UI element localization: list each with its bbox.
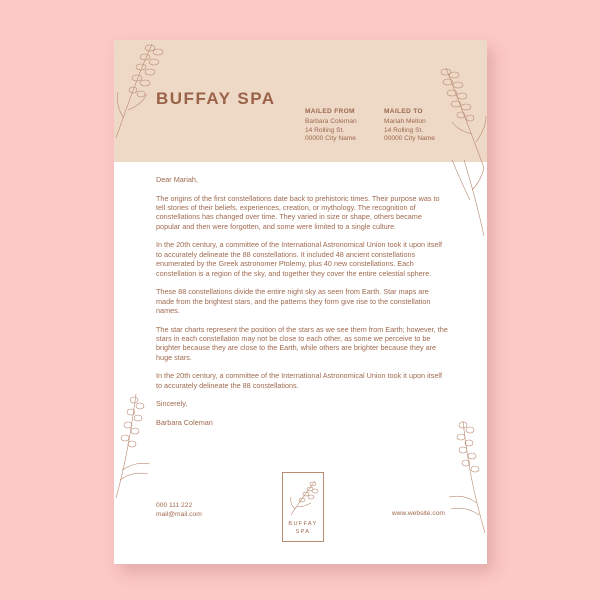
mailed-to-block bbox=[384, 108, 435, 143]
logo-name-line1: BUFFAY bbox=[288, 521, 318, 527]
mailed-to-heading: MAILED TO bbox=[384, 108, 423, 115]
letter-paragraph: The star charts represent the position of the stars as we see them from Earth; however, the stars in each constellation may not be close to each other, as some we perceive to be brighter because they are close to the Earth, while others are brighter because they are huge stars. bbox=[156, 324, 448, 362]
mailed-from-heading: MAILED FROM bbox=[305, 108, 355, 115]
lavender-illustration-bottom-right bbox=[439, 415, 487, 535]
mailed-from-block bbox=[305, 108, 357, 143]
letter-paragraph: These 88 constellations divide the entire night sky as seen from Earth. Star maps are made from the brightest stars, and the patterns they form give rise to the constellation names. bbox=[156, 287, 431, 316]
mailed-from-line: 00000 City Name bbox=[305, 134, 356, 142]
lavender-stem-right bbox=[444, 160, 487, 240]
letterhead-header bbox=[114, 40, 487, 162]
footer-email: mail@mail.com bbox=[156, 510, 202, 518]
letter-paragraph: The origins of the first constellations date back to prehistoric times. Their purpose was to tell stories of their beliefs, experiences, creation, or mythology. The recognition of constellations has changed over time. They varied in size or shape, others became popular and then were forgotten, and some were limited to a single culture. bbox=[156, 193, 440, 231]
lavender-illustration-top-right bbox=[432, 60, 487, 170]
mailed-to-line: 00000 City Name bbox=[384, 134, 435, 142]
brand-name: BUFFAY SPA bbox=[156, 89, 276, 108]
lavender-illustration-bottom-left bbox=[114, 390, 159, 500]
logo-name-line2: SPA bbox=[295, 529, 311, 535]
footer-phone: 000 111 222 bbox=[156, 502, 193, 509]
letter-closing: Sincerely, bbox=[156, 399, 188, 409]
mailed-to-line: 14 Rolling St. bbox=[384, 126, 424, 134]
brand-logo bbox=[282, 472, 324, 542]
letter-body bbox=[156, 175, 448, 437]
letter-paragraph: In the 20th century, a committee of the International Astronomical Union took it upon itself to accurately delineate the 88 constellations. bbox=[156, 371, 442, 390]
footer-website: www.website.com bbox=[391, 510, 445, 517]
mailed-from-line: Barbara Coleman bbox=[305, 118, 357, 126]
letter-greeting: Dear Mariah, bbox=[156, 175, 198, 184]
letter-paragraph: In the 20th century, a committee of the International Astronomical Union took it upon itself to accurately delineate the 88 constellations. It included 48 ancient constellations enumerated by the Greek astronomer Ptolemy, plus 40 new constellations. Each constellation is a region of the sky, and together they cover the entire celestial sphere. bbox=[156, 240, 442, 278]
letterhead-page bbox=[114, 40, 487, 564]
mailed-to-line: Mariah Melton bbox=[384, 118, 426, 126]
letter-signature: Barbara Coleman bbox=[156, 418, 213, 428]
mailed-from-line: 14 Rolling St. bbox=[305, 126, 345, 134]
lavender-logo-icon bbox=[287, 477, 319, 517]
footer-contact bbox=[156, 502, 202, 519]
